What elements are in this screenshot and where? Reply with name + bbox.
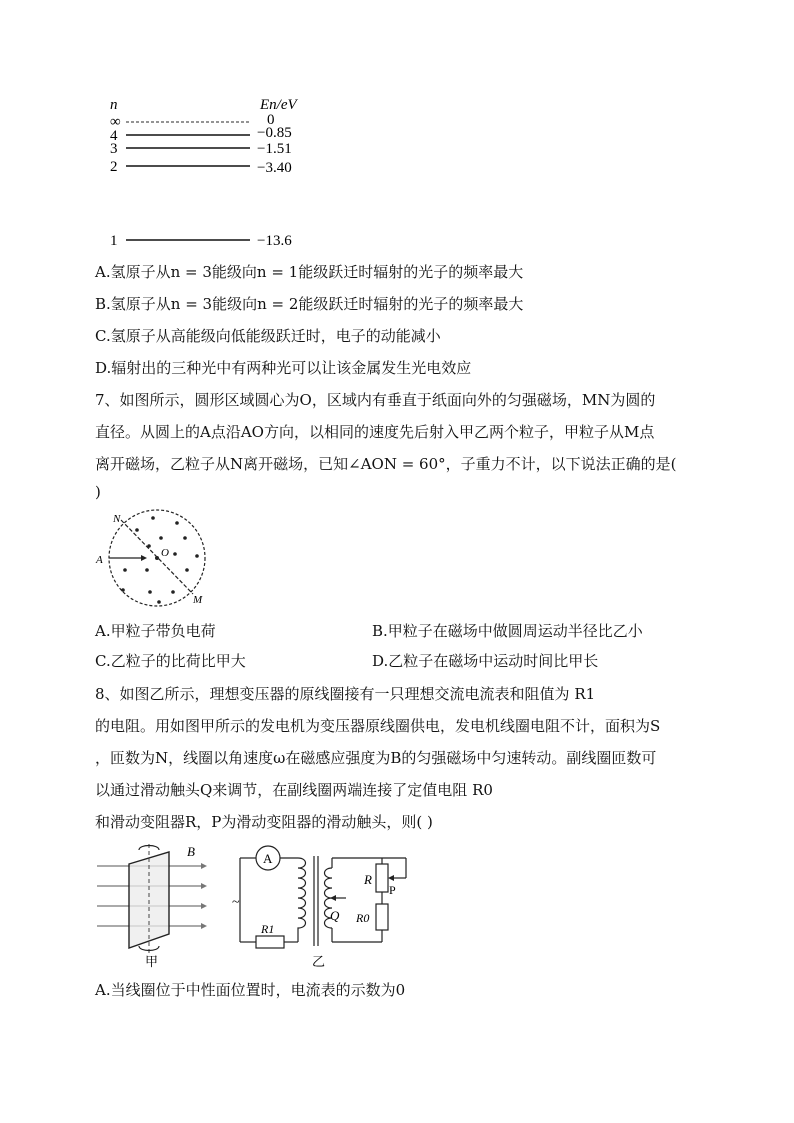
field-arrowheads <box>201 863 207 929</box>
level-4-e: −0.85 <box>257 125 292 141</box>
resistor-r0 <box>376 904 388 930</box>
label-o: O <box>161 547 169 559</box>
q8-stem-line4: 以通过滑动触头Q来调节，在副线圈两端连接了定值电阻 R0 <box>95 781 493 799</box>
level-2-e: −3.40 <box>257 160 292 176</box>
q7-stem-line2: 直径。从圆上的A点沿AO方向，以相同的速度先后射入甲乙两个粒子，甲粒子从M点 <box>95 423 655 441</box>
q6-option-b: B.氢原子从n = 3能级向n = 2能级跃迁时辐射的光子的频率最大 <box>95 295 524 313</box>
q8-stem-line3: ，匝数为N，线圈以角速度ω在磁感应强度为B的匀强磁场中匀速转动。副线圈匝数可 <box>95 749 657 767</box>
label-jia: 甲 <box>145 954 159 969</box>
center-o-dot <box>155 556 159 560</box>
level-4-n: 4 <box>110 128 118 144</box>
level-3-n: 3 <box>110 141 118 157</box>
q-slider-arrow <box>330 895 336 901</box>
q7-stem-line3: 离开磁场，乙粒子从N离开磁场，已知∠AON = 60°，子重力不计，以下说法正确的是( <box>95 455 677 473</box>
q6-option-c: C.氢原子从高能级向低能级跃迁时，电子的动能减小 <box>95 327 441 345</box>
n-header: n <box>110 97 118 113</box>
rheostat-r <box>376 864 388 892</box>
level-inf-e: 0 <box>267 112 275 128</box>
label-q: Q <box>330 908 340 923</box>
q8-stem-line2: 的电阻。用如图甲所示的发电机为变压器原线圈供电，发电机线圈电阻不计，面积为S <box>95 717 661 735</box>
q7-option-a: A.甲粒子带负电荷 <box>95 622 216 640</box>
level-2-n: 2 <box>110 159 118 175</box>
q8-option-a: A.当线圈位于中性面位置时，电流表的示数为0 <box>95 981 406 999</box>
q7-option-c: C.乙粒子的比荷比甲大 <box>95 652 246 670</box>
label-b: B <box>187 844 195 859</box>
transformer-circuit-figure <box>228 842 418 970</box>
label-m: M <box>193 594 203 606</box>
q7-stem-line1: 7、如图所示，圆形区域圆心为O，区域内有垂直于纸面向外的匀强磁场，MN为圆的 <box>95 391 656 409</box>
magnetic-field-circle-figure <box>95 508 215 608</box>
level-3-e: −1.51 <box>257 141 292 157</box>
q8-stem-line1: 8、如图乙所示，理想变压器的原线圈接有一只理想交流电流表和阻值为 R1 <box>95 685 596 703</box>
q7-option-d: D.乙粒子在磁场中运动时间比甲长 <box>372 652 599 670</box>
ac-source-symbol: ~ <box>232 895 240 910</box>
energy-header: En/eV <box>260 97 297 113</box>
q6-option-d: D.辐射出的三种光中有两种光可以让该金属发生光电效应 <box>95 359 472 377</box>
p-slider-arrow <box>388 875 394 881</box>
secondary-circuit <box>332 858 406 942</box>
label-p: P <box>389 883 396 897</box>
level-1-e: −13.6 <box>257 233 292 249</box>
label-r0: R0 <box>356 911 370 925</box>
level-1-n: 1 <box>110 233 118 249</box>
label-yi: 乙 <box>312 954 326 969</box>
label-a: A <box>96 554 103 566</box>
energy-level-diagram <box>100 92 320 254</box>
q6-option-a: A.氢原子从n = 3能级向n = 1能级跃迁时辐射的光子的频率最大 <box>95 263 524 281</box>
label-r1: R1 <box>261 922 275 936</box>
level-inf-n: ∞ <box>110 114 121 130</box>
ammeter <box>256 846 280 870</box>
label-n: N <box>113 513 121 525</box>
arrow-head <box>141 555 147 561</box>
q8-stem-line5: 和滑动变阻器R，P为滑动变阻器的滑动触头，则( ) <box>95 813 433 831</box>
resistor-r1 <box>256 936 284 948</box>
q7-option-b: B.甲粒子在磁场中做圆周运动半径比乙小 <box>372 622 643 640</box>
q7-stem-line4: ) <box>95 483 101 501</box>
label-r: R <box>364 872 372 887</box>
generator-figure <box>95 842 215 970</box>
ammeter-label: A <box>263 851 273 866</box>
